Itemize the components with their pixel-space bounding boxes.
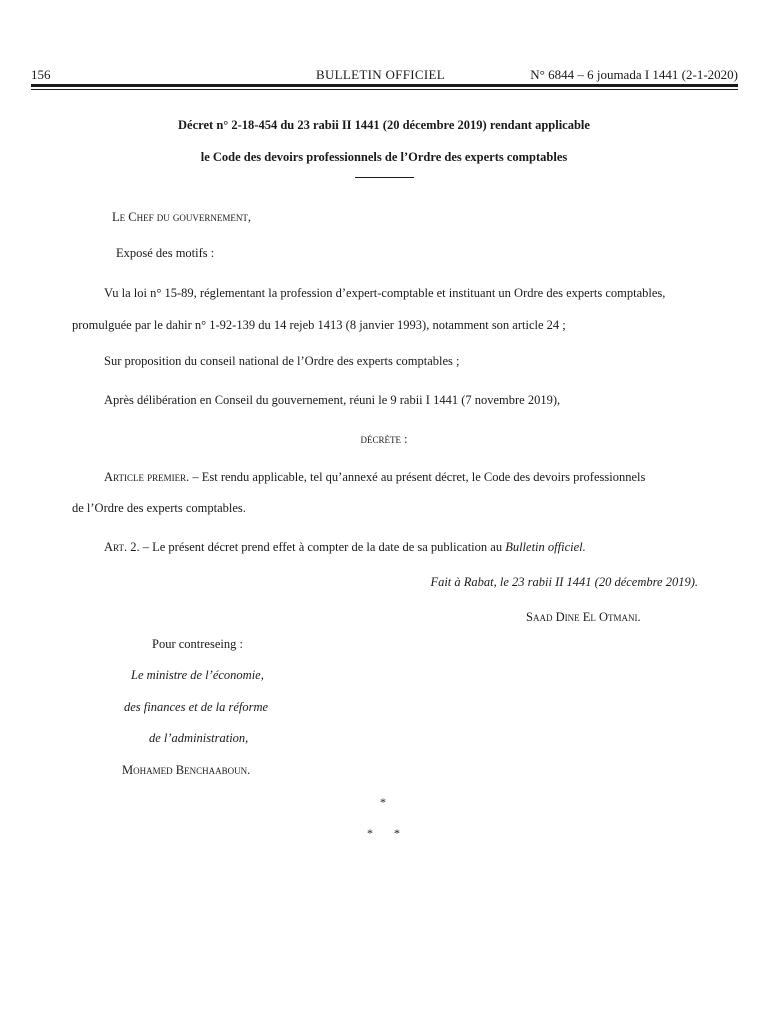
decrete-heading: décrète : — [360, 432, 408, 446]
deliberation-paragraph: Après délibération en Conseil du gouvernement, réuni le 9 rabii I 1441 (7 novembre 2019), — [104, 393, 561, 407]
article-1-text: – Est rendu applicable, tel qu’annexé au présent décret, le Code des devoirs professionnels — [189, 470, 646, 484]
decree-title-line-1: Décret n° 2-18-454 du 23 rabii II 1441 (20 décembre 2019) rendant applicable — [178, 118, 590, 132]
minister-name: Mohamed Benchaaboun. — [122, 763, 251, 777]
title-divider — [355, 177, 414, 178]
separator-star-top: * — [380, 795, 386, 809]
countersign-label: Pour contreseing : — [152, 637, 243, 651]
proposition-paragraph: Sur proposition du conseil national de l’Ordre des experts comptables ; — [104, 354, 460, 368]
publication-title: BULLETIN OFFICIEL — [316, 67, 445, 82]
expose-heading: Exposé des motifs : — [116, 246, 215, 260]
vu-paragraph-line-2: promulguée par le dahir n° 1-92-139 du 14 rejeb 1413 (8 janvier 1993), notamment son article 24 ; — [72, 318, 566, 332]
issue-number: N° 6844 – 6 joumada I 1441 (2-1-2020) — [530, 67, 738, 82]
decree-author: Le Chef du gouvernement, — [112, 210, 251, 224]
article-1-line-1 — [104, 470, 645, 485]
separator-star-left: * — [367, 826, 373, 840]
article-2-text: – Le présent décret prend effet à compter de la date de sa publication au — [139, 540, 506, 554]
article-1-line-2: de l’Ordre des experts comptables. — [72, 501, 246, 515]
header-rule-thick — [31, 84, 738, 87]
signatory-name: Saad Dine El Otmani. — [526, 610, 641, 624]
minister-title-line-3: de l’administration, — [149, 731, 249, 745]
page-number: 156 — [31, 67, 51, 82]
signing-place-date: Fait à Rabat, le 23 rabii II 1441 (20 décembre 2019). — [430, 575, 698, 589]
article-2 — [104, 540, 586, 555]
vu-paragraph-line-1: Vu la loi n° 15-89, réglementant la profession d’expert-comptable et instituant un Ordre des experts comptables, — [104, 286, 666, 300]
minister-title-line-2: des finances et de la réforme — [124, 700, 269, 714]
decree-title-line-2: le Code des devoirs professionnels de l’Ordre des experts comptables — [200, 150, 568, 164]
header-rule-thin — [31, 89, 738, 90]
article-2-label: Art. 2. — [104, 540, 140, 554]
article-2-italic: Bulletin officiel. — [505, 540, 586, 554]
article-1-label: Article premier. — [104, 470, 190, 484]
separator-star-right: * — [394, 826, 400, 840]
minister-title-line-1: Le ministre de l’économie, — [131, 668, 264, 682]
